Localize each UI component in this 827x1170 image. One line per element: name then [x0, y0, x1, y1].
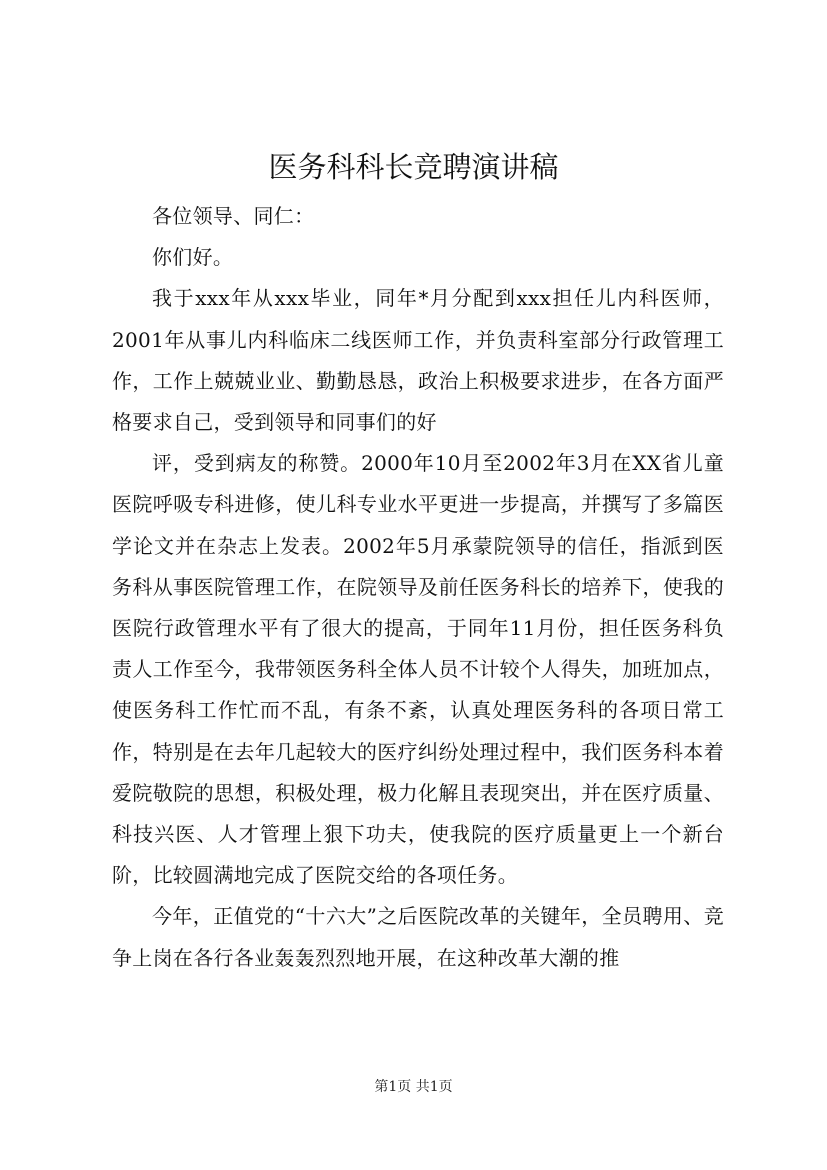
document-title: 医务科科长竞聘演讲稿	[268, 150, 559, 184]
paragraph-salutation: 各位领导、同仁：	[152, 204, 315, 228]
paragraph-background: 我于xxx年从xxx毕业，同年*月分配到xxx担任儿内科医师，2001年从事儿内科临床二线医师工作，并负责科室部分行政管理工作，工作上兢兢业业、勤勤恳恳，政治上积极要求进步，在各方面严格要求自己，受到领导和同事们的好	[112, 286, 724, 435]
paragraph-experience: 评，受到病友的称赞。2000年10月至2002年3月在XX省儿童医院呼吸专科进修，使儿科专业水平更进一步提高，并撰写了多篇医学论文并在杂志上发表。2002年5月承蒙院领导的信任，指派到医务科从事医院管理工作，在院领导及前任医务科长的培养下，使我的医院行政管理水平有了很大的提高，于同年11月份，担任医务科负责人工作至今，我带领医务科全体人员不计较个人得失，加班加点，使医务科工作忙而不乱，有条不紊，认真处理医务科的各项日常工作，特别是在去年几起较大的医疗纠纷处理过程中，我们医务科本着爱院敬院的思想，积极处理，极力化解且表现突出，并在医疗质量、科技兴医、人才管理上狠下功夫，使我院的医疗质量更上一个新台阶，比较圆满地完成了医院交给的各项任务。	[112, 451, 724, 888]
paragraph-reform: 今年，正值党的“十六大”之后医院改革的关键年，全员聘用、竞争上岗在各行各业轰轰烈烈地开展，在这种改革大潮的推	[112, 904, 724, 970]
document-body	[112, 196, 724, 979]
paragraph-greeting: 你们好。	[152, 245, 234, 270]
page-footer: 第1页 共1页	[374, 1079, 453, 1095]
